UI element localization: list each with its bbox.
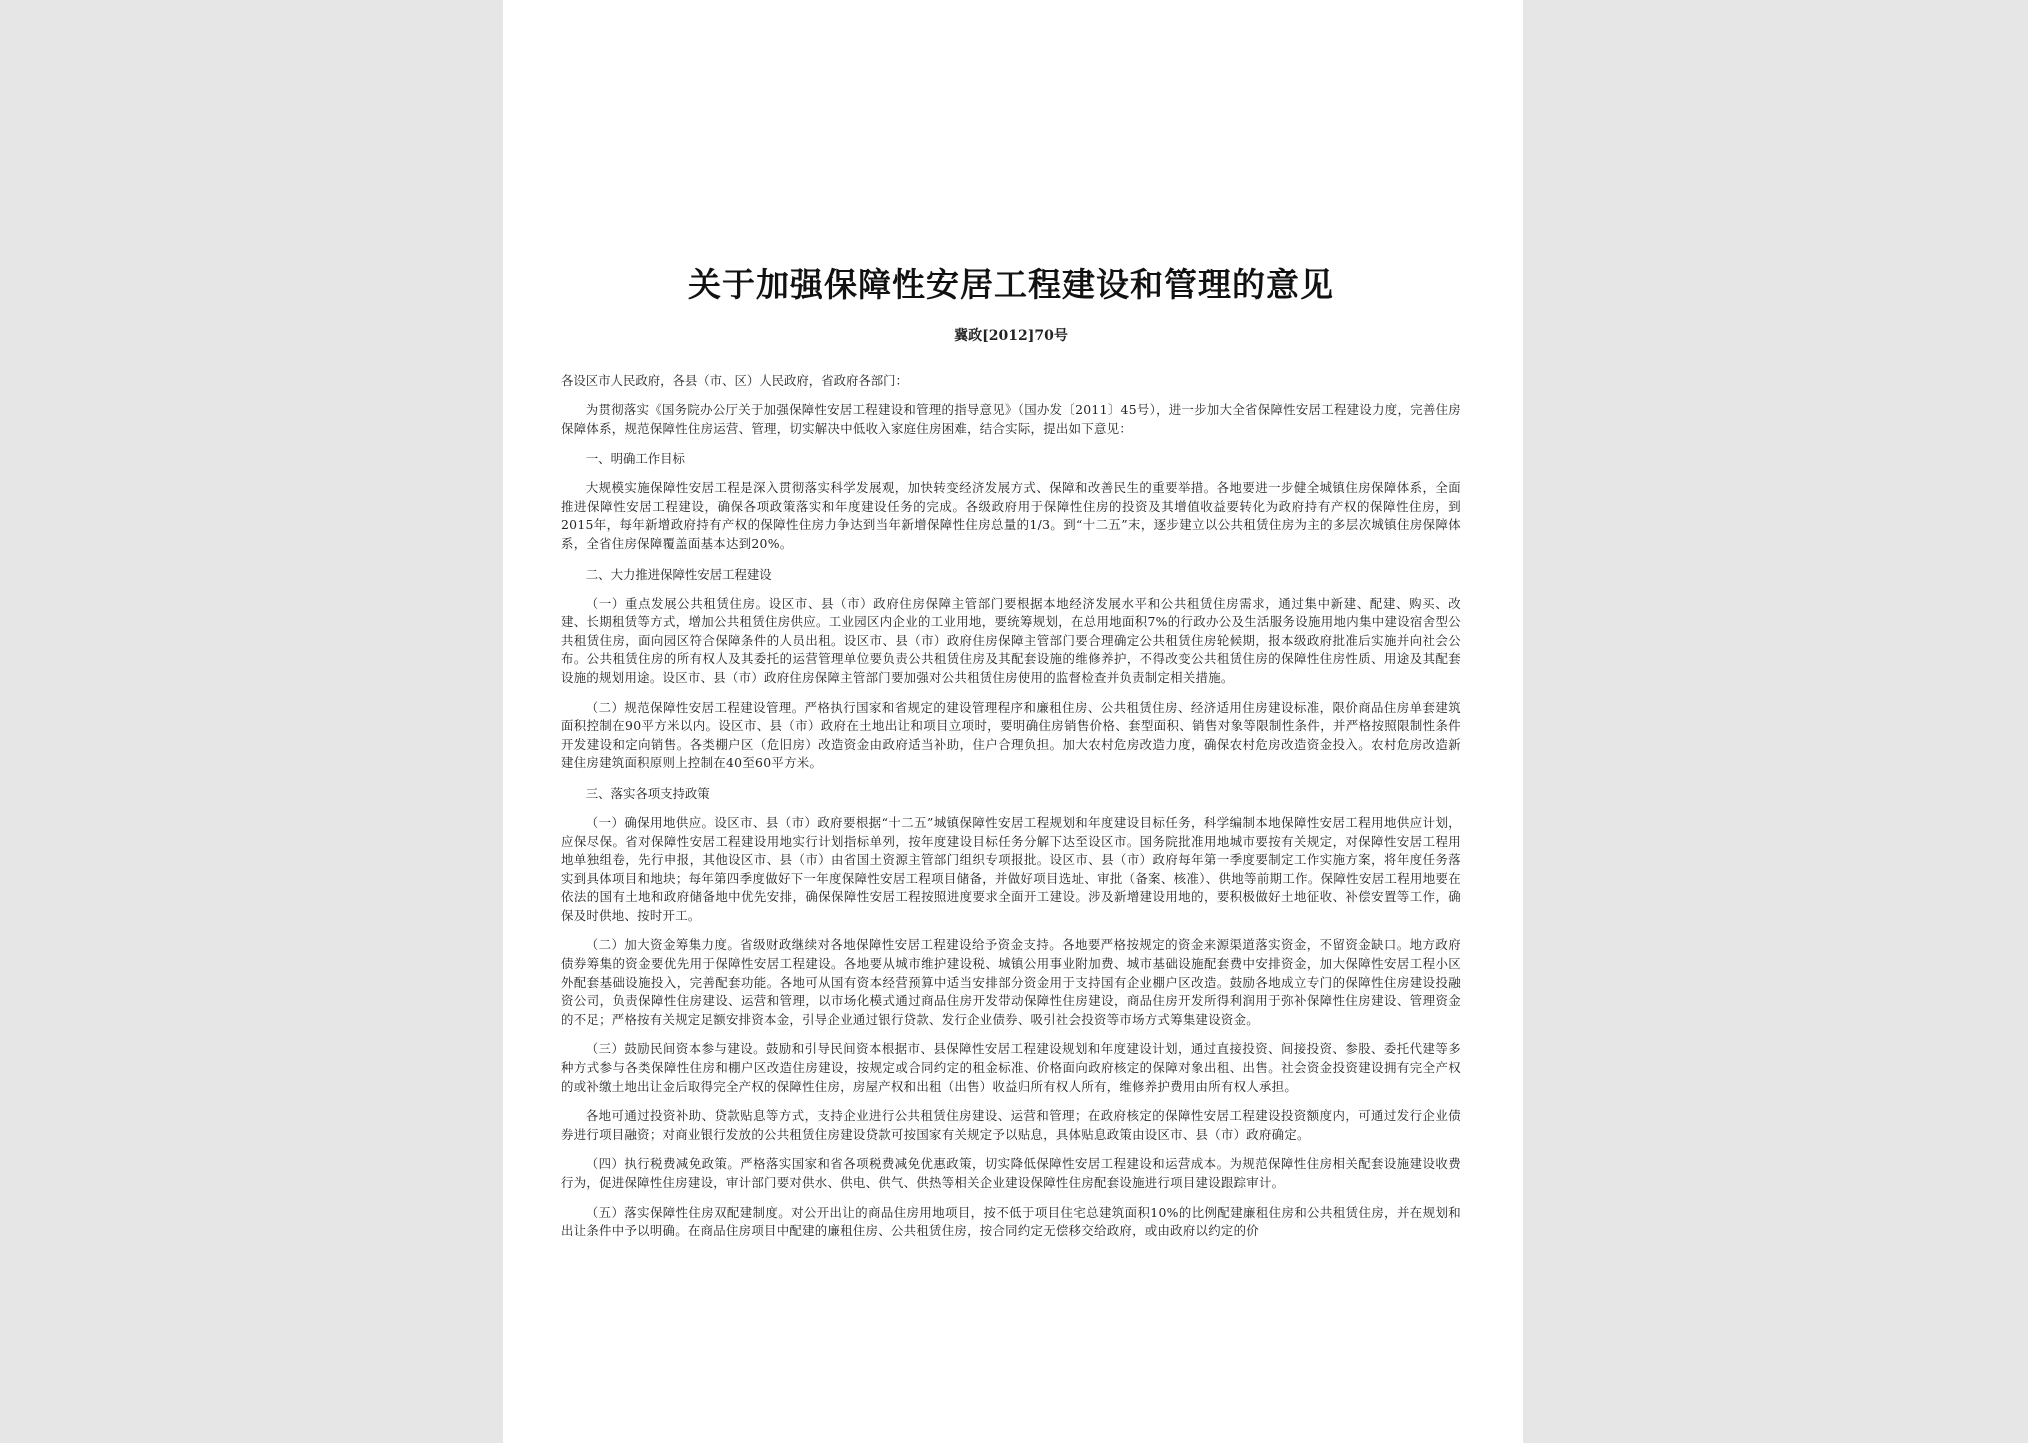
section-3-heading: 三、落实各项支持政策 — [585, 785, 710, 801]
section-2-paragraph-2: （二）规范保障性安居工程建设管理。严格执行国家和省规定的建设管理程序和廉租住房、公共租赁住房、经济适用住房建设标准，限价商品住房单套建筑面积控制在90平方米以内。设区市、县（市）政府在土地出让和项目立项时，要明确住房销售价格、套型面积、销售对象等限制性条件，并严格按照限制性条件开发建设和定向销售。各类棚户区（危旧房）改造资金由政府适当补助，住户合理负担。加大农村危房改造力度，确保农村危房改造资金投入。农村危房改造新建住房建筑面积原则上控制在40至60平方米。 — [561, 699, 1461, 771]
section-3-paragraph-1: （一）确保用地供应。设区市、县（市）政府要根据“十二五”城镇保障性安居工程规划和年度建设目标任务，科学编制本地保障性安居工程用地供应计划，应保尽保。省对保障性安居工程建设用地实行计划指标单列，按年度建设目标任务分解下达至设区市。国务院批准用地城市要按有关规定，对保障性安居工程用地单独组卷，先行申报，其他设区市、县（市）由省国土资源主管部门组织专项报批。设区市、县（市）政府每年第一季度要制定工作实施方案，将年度任务落实到具体项目和地块；每年第四季度做好下一年度保障性安居工程项目储备，并做好项目选址、审批（备案、核准）、供地等前期工作。保障性安居工程用地要在依法的国有土地和政府储备地中优先安排，确保保障性安居工程按照进度要求全面开工建设。涉及新增建设用地的，要积极做好土地征收、补偿安置等工作，确保及时供地、按时开工。 — [561, 814, 1461, 923]
document-title: 关于加强保障性安居工程建设和管理的意见 — [688, 265, 1334, 304]
section-3-paragraph-5: （四）执行税费减免政策。严格落实国家和省各项税费减免优惠政策，切实降低保障性安居工程建设和运营成本。为规范保障性住房相关配套设施建设收费行为，促进保障性住房建设，审计部门要对供水、供电、供气、供热等相关企业建设保障性住房配套设施进行项目建设跟踪审计。 — [561, 1156, 1461, 1190]
section-1-heading: 一、明确工作目标 — [585, 451, 685, 467]
section-3-paragraph-3: （三）鼓励民间资本参与建设。鼓励和引导民间资本根据市、县保障性安居工程建设规划和年度建设计划，通过直接投资、间接投资、参股、委托代建等多种方式参与各类保障性住房和棚户区改造住房建设，按规定或合同约定的租金标准、价格面向政府核定的保障对象出租、出售。社会资金投资建设拥有完全产权的或补缴土地出让金后取得完全产权的保障性住房，房屋产权和出租（出售）收益归所有权人所有，维修养护费用由所有权人承担。 — [561, 1041, 1461, 1094]
intro-paragraph: 为贯彻落实《国务院办公厅关于加强保障性安居工程建设和管理的指导意见》（国办发〔2011〕45号），进一步加大全省保障性安居工程建设力度，完善住房保障体系，规范保障性住房运营、管理，切实解决中低收入家庭住房困难，结合实际，提出如下意见： — [561, 402, 1461, 436]
section-2-paragraph-1: （一）重点发展公共租赁住房。设区市、县（市）政府住房保障主管部门要根据本地经济发展水平和公共租赁住房需求，通过集中新建、配建、购买、改建、长期租赁等方式，增加公共租赁住房供应。工业园区内企业的工业用地，要统筹规划，在总用地面积7%的行政办公及生活服务设施用地内集中建设宿舍型公共租赁住房，面向园区符合保障条件的人员出租。设区市、县（市）政府住房保障主管部门要合理确定公共租赁住房轮候期，报本级政府批准后实施并向社会公布。公共租赁住房的所有权人及其委托的运营管理单位要负责公共租赁住房及其配套设施的维修养护，不得改变公共租赁住房的保障性住房性质、用途及其配套设施的规划用途。设区市、县（市）政府住房保障主管部门要加强对公共租赁住房使用的监督检查并负责制定相关措施。 — [561, 595, 1461, 685]
section-3-paragraph-4: 各地可通过投资补助、贷款贴息等方式，支持企业进行公共租赁住房建设、运营和管理；在政府核定的保障性安居工程建设投资额度内，可通过发行企业债券进行项目融资；对商业银行发放的公共租赁住房建设贷款可按国家有关规定予以贴息，具体贴息政策由设区市、县（市）政府确定。 — [561, 1108, 1461, 1142]
document-page — [503, 0, 1523, 1443]
section-3-paragraph-2: （二）加大资金筹集力度。省级财政继续对各地保障性安居工程建设给予资金支持。各地要严格按规定的资金来源渠道落实资金，不留资金缺口。地方政府债券筹集的资金要优先用于保障性安居工程建设。各地要从城市维护建设税、城镇公用事业附加费、城市基础设施配套费中安排资金，加大保障性安居工程小区外配套基础设施投入，完善配套功能。各地可从国有资本经营预算中适当安排部分资金用于支持国有企业棚户区改造。鼓励各地成立专门的保障性住房建设投融资公司，负责保障性住房建设、运营和管理，以市场化模式通过商品住房开发带动保障性住房建设，商品住房开发所得利润用于弥补保障性住房建设、管理资金的不足；严格按有关规定足额安排资本金，引导企业通过银行贷款、发行企业债券、吸引社会投资等市场方式筹集建设资金。 — [561, 937, 1461, 1027]
section-2-heading: 二、大力推进保障性安居工程建设 — [585, 566, 772, 582]
section-1-paragraph: 大规模实施保障性安居工程是深入贯彻落实科学发展观，加快转变经济发展方式、保障和改善民生的重要举措。各地要进一步健全城镇住房保障体系，全面推进保障性安居工程建设，确保各项政策落实和年度建设任务的完成。各级政府用于保障性住房的投资及其增值收益要转化为政府持有产权的保障性住房，到2015年，每年新增政府持有产权的保障性住房力争达到当年新增保障性住房总量的1/3。到“十二五”末，逐步建立以公共租赁住房为主的多层次城镇住房保障体系，全省住房保障覆盖面基本达到20%。 — [561, 480, 1461, 551]
salutation: 各设区市人民政府，各县（市、区）人民政府，省政府各部门： — [561, 373, 908, 388]
document-number: 冀政[2012]70号 — [954, 328, 1068, 344]
section-3-paragraph-6: （五）落实保障性住房双配建制度。对公开出让的商品住房用地项目，按不低于项目住宅总建筑面积10%的比例配建廉租住房和公共租赁住房，并在规划和出让条件中予以明确。在商品住房项目中配建的廉租住房、公共租赁住房，按合同约定无偿移交给政府，或由政府以约定的价 — [561, 1204, 1461, 1239]
